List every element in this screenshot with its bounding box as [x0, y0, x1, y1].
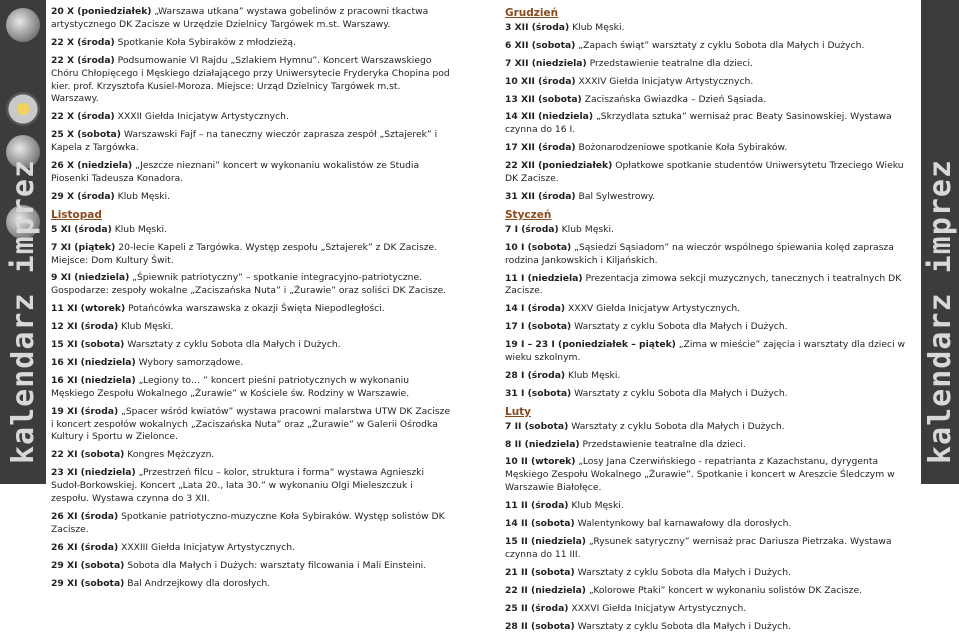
entry-description: „Przestrzeń filcu – kolor, struktura i forma” wystawa Agnieszki Sudoł-Borkowskiej. Koncert „Lata 20., lata 30.” w wykonaniu Olgi Mieleszczuk i zespołu. Wystawa czynna do 3 XII.: [51, 467, 425, 505]
entry-date: 15 II (niedziela): [505, 536, 586, 547]
calendar-entry: [505, 567, 910, 580]
entry-date: 7 XI (piątek): [51, 241, 116, 253]
entry-description: Bożonarodzeniowe spotkanie Koła Sybiraków.: [575, 142, 788, 154]
entry-date: 21 II (sobota): [505, 566, 575, 578]
calendar-entry: [51, 55, 451, 107]
calendar-entry: [51, 406, 451, 445]
entry-description: „Zapach świąt” warsztaty z cyklu Sobota dla Małych i Dużych.: [575, 39, 865, 51]
calendar-entry: [505, 500, 910, 513]
calendar-entry: [51, 303, 451, 316]
entry-description: Przedstawienie teatralne dla dzieci.: [586, 57, 753, 69]
entry-date: 7 II (sobota): [505, 420, 569, 432]
entry-description: Warsztaty z cyklu Sobota dla Małych i Dużych.: [574, 566, 791, 578]
calendar-entry: [51, 467, 451, 506]
entry-date: 10 I (sobota): [505, 241, 572, 253]
entry-date: 7 XII (niedziela): [505, 57, 587, 69]
entry-description: XXXVI Giełda Inicjatyw Artystycznych.: [568, 602, 747, 614]
entry-description: Klub Męski.: [114, 190, 170, 202]
entry-date: 29 XI (sobota): [51, 559, 125, 571]
entry-date: 17 XII (środa): [505, 142, 576, 154]
entry-date: 10 XII (środa): [505, 75, 576, 87]
calendar-entry: [505, 585, 910, 598]
calendar-entry: [505, 518, 910, 531]
entry-description: 20-lecie Kapeli z Targówka. Występ zespołu „Sztajerek” z DK Zacisze. Miejsce: Dom Kultury Świt.: [51, 241, 438, 266]
entry-description: „Śpiewnik patriotyczny” – spotkanie integracyjno-patriotyczne. Gospodarze: zespoły wokalne „Zaciszańska Nuta” i „Żurawie” oraz soliści DK Zacisze.: [51, 272, 447, 297]
left-side-strip: [0, 0, 46, 484]
entry-description: „Spacer wśród kwiatów” wystawa pracowni malarstwa UTW DK Zacisze i koncert zespołów wokalnych „Zaciszańska Nuta” oraz „Żurawie” w Galerii Ośrodka Kultury i Sportu w Zielonce.: [51, 405, 451, 443]
entry-date: 15 XI (sobota): [51, 339, 125, 351]
calendar-entry: [51, 224, 451, 237]
right-side-strip: [921, 0, 959, 484]
entry-date: 22 II (niedziela): [505, 584, 586, 596]
calendar-entry: [505, 456, 910, 495]
calendar-entry: [505, 621, 910, 634]
entry-date: 19 XI (środa): [51, 405, 119, 417]
entry-description: XXXV Giełda Inicjatyw Artystycznych.: [565, 303, 741, 315]
entry-date: 23 XI (niedziela): [51, 467, 136, 479]
month-heading: Luty: [505, 405, 532, 418]
entry-date: 11 II (środa): [505, 500, 569, 512]
calendar-entry: [51, 449, 451, 462]
entry-date: 11 XI (wtorek): [51, 303, 126, 315]
entry-description: Warsztaty z cyklu Sobota dla Małych i Dużych.: [574, 620, 791, 632]
entry-date: 3 XII (środa): [505, 21, 570, 33]
entry-description: XXXII Giełda Inicjatyw Artystycznych.: [114, 111, 289, 123]
entry-date: 19 I – 23 I (poniedziałek – piątek): [505, 339, 676, 351]
entry-date: 11 I (niedziela): [505, 272, 583, 284]
entry-date: 22 X (środa): [51, 54, 115, 66]
calendar-entry: [51, 357, 451, 370]
entry-date: 5 XI (środa): [51, 223, 112, 235]
calendar-entry: [505, 388, 910, 401]
calendar-entry: [505, 160, 910, 186]
entry-description: Klub Męski.: [568, 500, 624, 512]
entry-description: Warsztaty z cyklu Sobota dla Małych i Dużych.: [124, 339, 341, 351]
entry-description: Bal Sylwestrowy.: [575, 190, 656, 202]
calendar-entry: [505, 273, 910, 299]
entry-description: „Jeszcze nieznani” koncert w wykonaniu wokalistów ze Studia Piosenki Tadeusza Konadora.: [51, 160, 420, 184]
calendar-entry: [505, 142, 910, 155]
calendar-entry: [505, 76, 910, 89]
entry-date: 14 II (sobota): [505, 518, 575, 530]
entry-date: 13 XII (sobota): [505, 93, 582, 105]
calendar-entry: [51, 272, 451, 298]
calendar-entry: [51, 339, 451, 352]
entry-date: 29 XI (sobota): [51, 577, 125, 589]
entry-date: 29 X (środa): [51, 190, 115, 202]
entry-description: „Zima w mieście” zajęcia i warsztaty dla dzieci w wieku szkolnym.: [505, 339, 906, 364]
entry-description: Klub Męski.: [565, 369, 621, 381]
calendar-entry: [505, 339, 910, 365]
calendar-entry: [505, 321, 910, 334]
entry-date: 9 XI (niedziela): [51, 272, 130, 284]
entry-description: Walentynkowy bal karnawałowy dla dorosłych.: [574, 518, 792, 530]
entry-description: Warszawski Fajf – na taneczny wieczór zaprasza zespół „Sztajerek” i Kapela z Targówka.: [51, 129, 438, 154]
calendar-entry: [505, 94, 910, 107]
calendar-entry: [505, 370, 910, 383]
calendar-entry: [51, 160, 451, 186]
side-title-right: kalendarz imprez: [923, 159, 958, 464]
decorative-art-icon: [6, 8, 40, 42]
entry-description: „Sąsiedzi Sąsiadom” na wieczór wspólnego śpiewania kolęd zaprasza rodzina Jankowskich i Kiljańskich.: [505, 241, 894, 266]
calendar-entry: [505, 224, 910, 237]
entry-date: 17 I (sobota): [505, 321, 572, 333]
calendar-entry: [51, 191, 451, 204]
entry-description: Sobota dla Małych i Dużych: warsztaty filcowania i Mali Einsteini.: [124, 559, 427, 571]
calendar-entry: [51, 542, 451, 555]
entry-date: 8 II (niedziela): [505, 438, 580, 450]
entry-description: „Losy Jana Czerwińskiego - repatrianta z Kazachstanu, dyrygenta Męskiego Zespołu Wokalnego „Żurawie”. Spotkanie i koncert w Areszcie Śledczym w Warszawie Białołęce.: [505, 456, 895, 494]
entry-description: Klub Męski.: [118, 321, 174, 333]
entry-description: XXXIII Giełda Inicjatyw Artystycznych.: [118, 541, 295, 553]
calendar-entry: [505, 242, 910, 268]
calendar-entry: [505, 303, 910, 316]
entry-date: 26 X (niedziela): [51, 160, 133, 172]
entry-date: 14 XII (niedziela): [505, 111, 594, 123]
side-title-left: kalendarz imprez: [6, 159, 41, 464]
entry-date: 14 I (środa): [505, 303, 566, 315]
left-column: [51, 6, 451, 596]
calendar-entry: [51, 111, 451, 124]
entry-description: Warsztaty z cyklu Sobota dla Małych i Dużych.: [571, 321, 788, 333]
entry-date: 16 XI (niedziela): [51, 374, 136, 386]
calendar-entry: [505, 40, 910, 53]
right-column: [505, 6, 910, 638]
entry-date: 22 XI (sobota): [51, 449, 125, 461]
entry-description: Klub Męski.: [569, 21, 625, 33]
calendar-entry: [505, 191, 910, 204]
entry-description: „Kolorowe Ptaki” koncert w wykonaniu solistów DK Zacisze.: [586, 584, 863, 596]
entry-description: Klub Męski.: [558, 223, 614, 235]
entry-description: XXXIV Giełda Inicjatyw Artystycznych.: [575, 75, 754, 87]
entry-date: 7 I (środa): [505, 223, 559, 235]
entry-description: Klub Męski.: [111, 223, 168, 235]
calendar-entry: [51, 321, 451, 334]
month-heading: Grudzień: [505, 7, 559, 19]
entry-date: 31 I (sobota): [505, 387, 572, 399]
calendar-entry: [51, 578, 451, 591]
calendar-entry: [505, 111, 910, 137]
entry-date: 22 XII (poniedziałek): [505, 160, 613, 172]
entry-description: „Skrzydlata sztuka” wernisaż prac Beaty Sasinowskiej. Wystawa czynna do 16 I.: [505, 111, 892, 136]
entry-description: Kongres Mężczyzn.: [124, 449, 215, 461]
entry-description: Spotkanie Koła Sybiraków z młodzieżą.: [114, 36, 296, 48]
calendar-entry: [51, 242, 451, 268]
month-heading: Styczeń: [505, 208, 552, 221]
entry-date: 25 II (środa): [505, 602, 569, 614]
entry-description: Opłatkowe spotkanie studentów Uniwersytetu Trzeciego Wieku DK Zacisze.: [505, 160, 904, 185]
entry-description: Przedstawienie teatralne dla dzieci.: [579, 438, 746, 450]
calendar-entry: [505, 536, 910, 562]
calendar-entry: [505, 22, 910, 35]
calendar-entry: [505, 421, 910, 434]
entry-description: Bal Andrzejkowy dla dorosłych.: [124, 577, 271, 589]
entry-description: Podsumowanie VI Rajdu „Szlakiem Hymnu”. Koncert Warszawskiego Chóru Chłopięcego i Męskiego działającego przy Uniwersytecie Fryderyka Chopina pod kier. prof. Krzysztofa Kusiel-Moroza. Miejsce: Urząd Dzielnicy Targówek m.st. Warszawy.: [51, 54, 450, 105]
entry-date: 26 XI (środa): [51, 541, 119, 553]
entry-description: „Warszawa utkana” wystawa gobelinów z pracowni tkactwa artystycznego DK Zacisze w Urzędzie Dzielnicy Targówek m.st. Warszawy.: [51, 6, 429, 30]
entry-description: Prezentacja zimowa sekcji muzycznych, tanecznych i teatralnych DK Zacisze.: [505, 272, 902, 297]
flower-icon: [6, 92, 40, 126]
entry-date: 12 XI (środa): [51, 321, 119, 333]
calendar-entry: [51, 511, 451, 537]
entry-date: 28 I (środa): [505, 369, 566, 381]
calendar-entry: [51, 37, 451, 50]
entry-date: 25 X (sobota): [51, 129, 121, 141]
calendar-entry: [51, 375, 451, 401]
entry-date: 10 II (wtorek): [505, 456, 576, 468]
calendar-entry: [505, 603, 910, 616]
entry-date: 28 II (sobota): [505, 620, 575, 632]
calendar-entry: [505, 58, 910, 71]
entry-date: 6 XII (sobota): [505, 39, 576, 51]
entry-date: 22 X (środa): [51, 111, 115, 123]
entry-date: 16 XI (niedziela): [51, 356, 136, 368]
entry-description: Warsztaty z cyklu Sobota dla Małych i Dużych.: [571, 387, 788, 399]
calendar-entry: [51, 6, 451, 32]
entry-description: Wybory samorządowe.: [135, 356, 244, 368]
entry-description: „Legiony to… ” koncert pieśni patriotycznych w wykonaniu Męskiego Zespołu Wokalnego „Żurawie” w Kościele św. Rodziny w Warszawie.: [51, 374, 410, 399]
entry-date: 26 XI (środa): [51, 511, 119, 522]
calendar-entry: [51, 129, 451, 155]
entry-description: Spotkanie patriotyczno-muzyczne Koła Sybiraków. Występ solistów DK Zacisze.: [51, 511, 445, 535]
entry-date: 31 XII (środa): [505, 190, 576, 202]
month-heading: Listopad: [51, 208, 102, 221]
calendar-entry: [505, 439, 910, 452]
entry-description: „Rysunek satyryczny” wernisaż prac Dariusza Pietrzaka. Wystawa czynna do 11 III.: [505, 536, 892, 560]
entry-description: Zaciszańska Gwiazdka – Dzień Sąsiada.: [581, 93, 767, 105]
entry-date: 22 X (środa): [51, 36, 115, 48]
entry-date: 20 X (poniedziałek): [51, 6, 152, 17]
entry-description: Warsztaty z cyklu Sobota dla Małych i Dużych.: [568, 420, 785, 432]
entry-description: Potańcówka warszawska z okazji Święta Niepodległości.: [125, 303, 385, 315]
calendar-entry: [51, 560, 451, 573]
